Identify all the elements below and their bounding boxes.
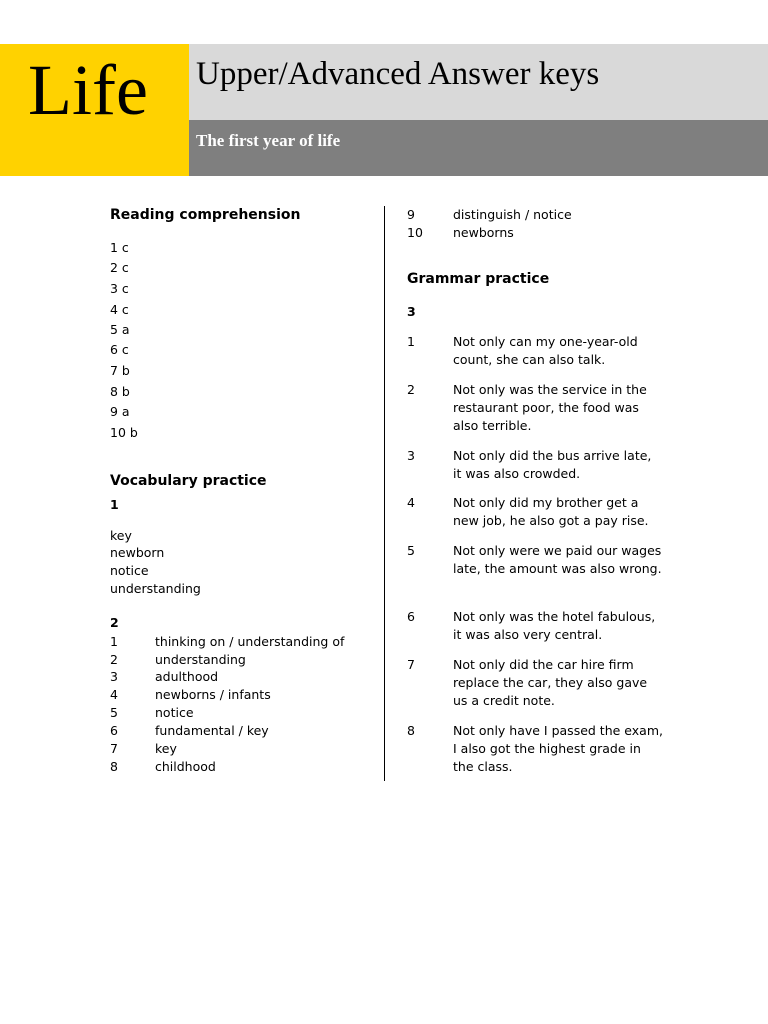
item-answer: newborns xyxy=(453,225,514,240)
item-number: 4 xyxy=(110,687,118,702)
item-number: 5 xyxy=(407,543,415,558)
item-answer: notice xyxy=(155,705,194,720)
exercise-number: 2 xyxy=(110,615,119,630)
item-answer: fundamental / key xyxy=(155,723,269,738)
item-number: 2 xyxy=(110,652,118,667)
item-number: 1 xyxy=(407,334,415,349)
item-answer: Not only can my one-year-old count, she can also talk. xyxy=(453,334,638,367)
item-answer: understanding xyxy=(155,652,246,667)
item-number: 6 xyxy=(407,609,415,624)
vocabulary-word: understanding xyxy=(110,581,201,596)
item-number: 4 xyxy=(407,495,415,510)
exercise-number: 1 xyxy=(110,497,119,512)
reading-answer: 1 c xyxy=(110,240,129,255)
item-answer: distinguish / notice xyxy=(453,207,572,222)
item-number: 5 xyxy=(110,705,118,720)
item-number: 9 xyxy=(407,207,415,222)
page-title: Upper/Advanced Answer keys xyxy=(196,56,600,92)
reading-answer: 5 a xyxy=(110,322,130,337)
reading-answer: 2 c xyxy=(110,260,129,275)
item-number: 8 xyxy=(110,759,118,774)
item-number: 8 xyxy=(407,723,415,738)
reading-answer: 9 a xyxy=(110,404,130,419)
vocabulary-heading: Vocabulary practice xyxy=(110,473,267,489)
item-answer: Not only were we paid our wages late, the amount was also wrong. xyxy=(453,543,662,576)
reading-answer: 4 c xyxy=(110,302,129,317)
reading-heading: Reading comprehension xyxy=(110,207,301,223)
item-answer: key xyxy=(155,741,177,756)
item-number: 7 xyxy=(110,741,118,756)
item-number: 3 xyxy=(110,669,118,684)
item-number: 1 xyxy=(110,634,118,649)
reading-answer: 8 b xyxy=(110,384,130,399)
reading-answer: 3 c xyxy=(110,281,129,296)
item-answer: Not only have I passed the exam, I also got the highest grade in the class. xyxy=(453,723,663,774)
item-answer: childhood xyxy=(155,759,216,774)
item-number: 3 xyxy=(407,448,415,463)
logo: Life xyxy=(28,50,148,130)
column-divider xyxy=(384,206,385,781)
page-subtitle: The first year of life xyxy=(196,131,341,150)
vocabulary-word: newborn xyxy=(110,545,165,560)
item-number: 10 xyxy=(407,225,423,240)
reading-answer: 6 c xyxy=(110,342,129,357)
item-answer: Not only was the hotel fabulous, it was also very central. xyxy=(453,609,656,642)
item-answer: Not only was the service in the restaurant poor, the food was also terrible. xyxy=(453,382,647,433)
item-answer: thinking on / understanding of xyxy=(155,634,345,649)
item-number: 2 xyxy=(407,382,415,397)
vocabulary-word: key xyxy=(110,528,132,543)
item-number: 7 xyxy=(407,657,415,672)
reading-answer: 7 b xyxy=(110,363,130,378)
exercise-number: 3 xyxy=(407,304,416,319)
item-answer: Not only did the car hire firm replace the car, they also gave us a credit note. xyxy=(453,657,648,708)
item-answer: Not only did my brother get a new job, he also got a pay rise. xyxy=(453,495,649,528)
item-answer: adulthood xyxy=(155,669,219,684)
item-answer: Not only did the bus arrive late, it was also crowded. xyxy=(453,448,652,481)
item-answer: newborns / infants xyxy=(155,687,271,702)
vocabulary-word: notice xyxy=(110,563,149,578)
reading-answer: 10 b xyxy=(110,425,138,440)
item-number: 6 xyxy=(110,723,118,738)
grammar-heading: Grammar practice xyxy=(407,271,550,287)
